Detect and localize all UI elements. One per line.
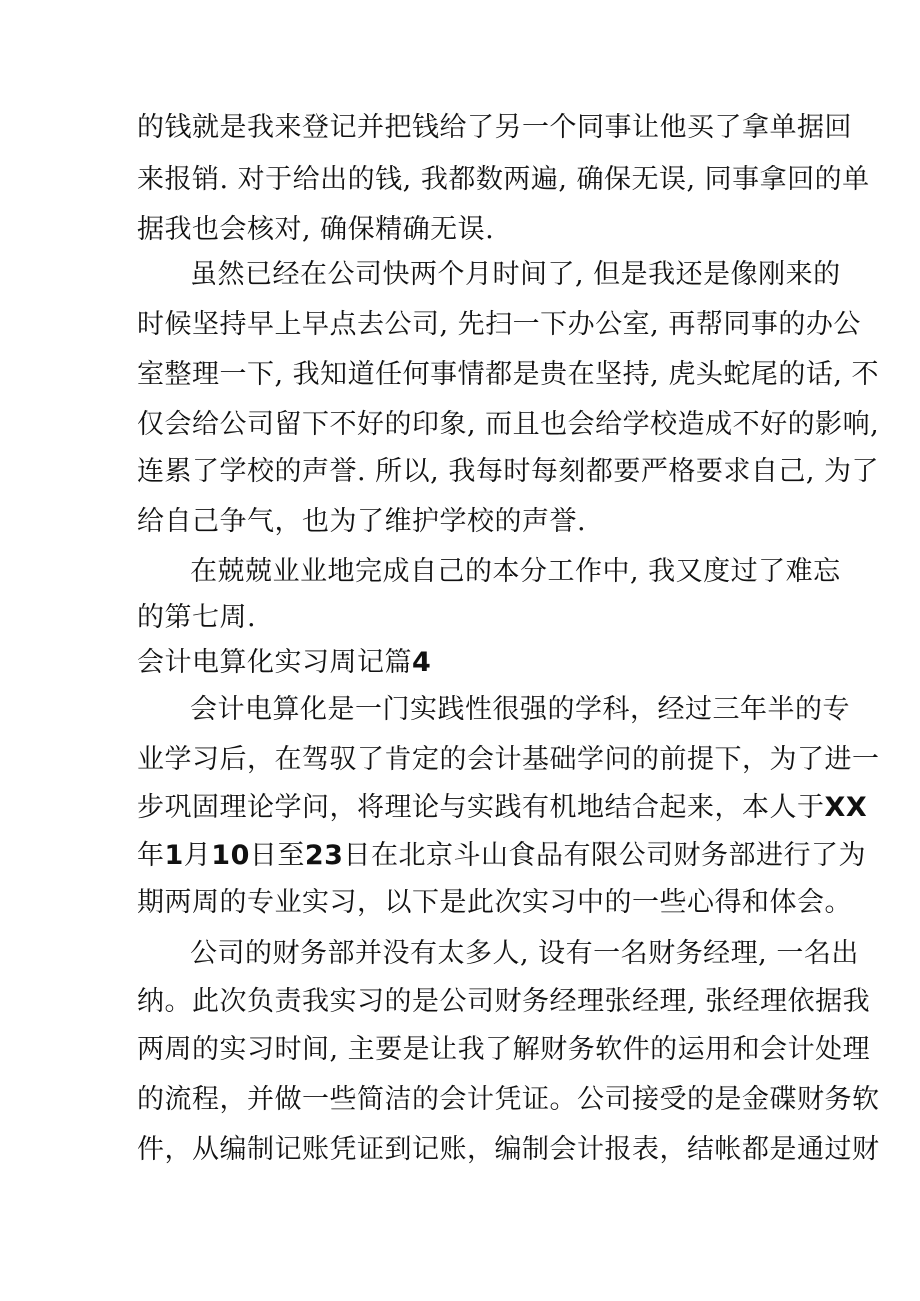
text-line: 来报销. 对于给出的钱, 我都数两遍, 确保无误, 同事拿回的单 (137, 164, 870, 195)
text-segment: 年 (137, 840, 165, 871)
text-line: 期两周的专业实习，以下是此次实习中的一些心得和体会。 (137, 887, 852, 918)
text-line: 室整理一下, 我知道任何事情都是贵在坚持, 虎头蛇尾的话, 不 (137, 359, 879, 390)
text-segment: 日至 (249, 840, 305, 871)
heading-text: 会计电算化实习周记篇 (137, 647, 412, 678)
text-segment: 日在北京斗山食品有限公司财务部进行了为 (343, 840, 866, 871)
text-line: 给自己争气，也为了维护学校的声誉. (137, 506, 587, 537)
text-segment: 月 (183, 840, 212, 871)
text-line: 时候坚持早上早点去公司, 先扫一下办公室, 再帮同事的办公 (137, 309, 861, 340)
day-number: 23 (304, 840, 344, 871)
text-line: 虽然已经在公司快两个月时间了, 但是我还是像刚来的 (190, 259, 841, 290)
text-line (137, 836, 866, 876)
text-line: 的钱就是我来登记并把钱给了另一个同事让他买了拿单据回 (137, 112, 852, 143)
text-line (137, 788, 867, 828)
text-line: 件，从编制记账凭证到记账，编制会计报表，结帐都是通过财 (137, 1134, 880, 1165)
month-number: 1 (164, 840, 184, 871)
text-line: 会计电算化是一门实践性很强的学科，经过三年半的专 (190, 694, 850, 725)
text-line: 连累了学校的声誉. 所以, 我每时每刻都要严格要求自己, 为了 (137, 456, 879, 487)
text-line: 业学习后，在驾驭了肯定的会计基础学问的前提下，为了进一 (137, 744, 880, 775)
year-placeholder: XX (824, 792, 868, 823)
text-line: 的流程，并做一些简洁的会计凭证。公司接受的是金碟财务软 (137, 1084, 880, 1115)
day-number: 10 (211, 840, 250, 871)
text-segment: 步巩固理论学问，将理论与实践有机地结合起来，本人于 (137, 792, 825, 823)
text-line: 据我也会核对, 确保精确无误. (137, 214, 495, 245)
text-line: 仅会给公司留下不好的印象, 而且也会给学校造成不好的影响, (137, 409, 880, 440)
section-heading (137, 643, 431, 683)
text-line: 纳。此次负责我实习的是公司财务经理张经理, 张经理依据我 (137, 986, 871, 1017)
text-line: 两周的实习时间, 主要是让我了解财务软件的运用和会计处理 (137, 1034, 871, 1065)
text-line: 在兢兢业业地完成自己的本分工作中, 我又度过了难忘 (190, 556, 841, 587)
heading-number: 4 (412, 647, 432, 678)
text-line: 的第七周. (137, 602, 257, 633)
text-line: 公司的财务部并没有太多人, 设有一名财务经理, 一名出 (190, 938, 859, 969)
